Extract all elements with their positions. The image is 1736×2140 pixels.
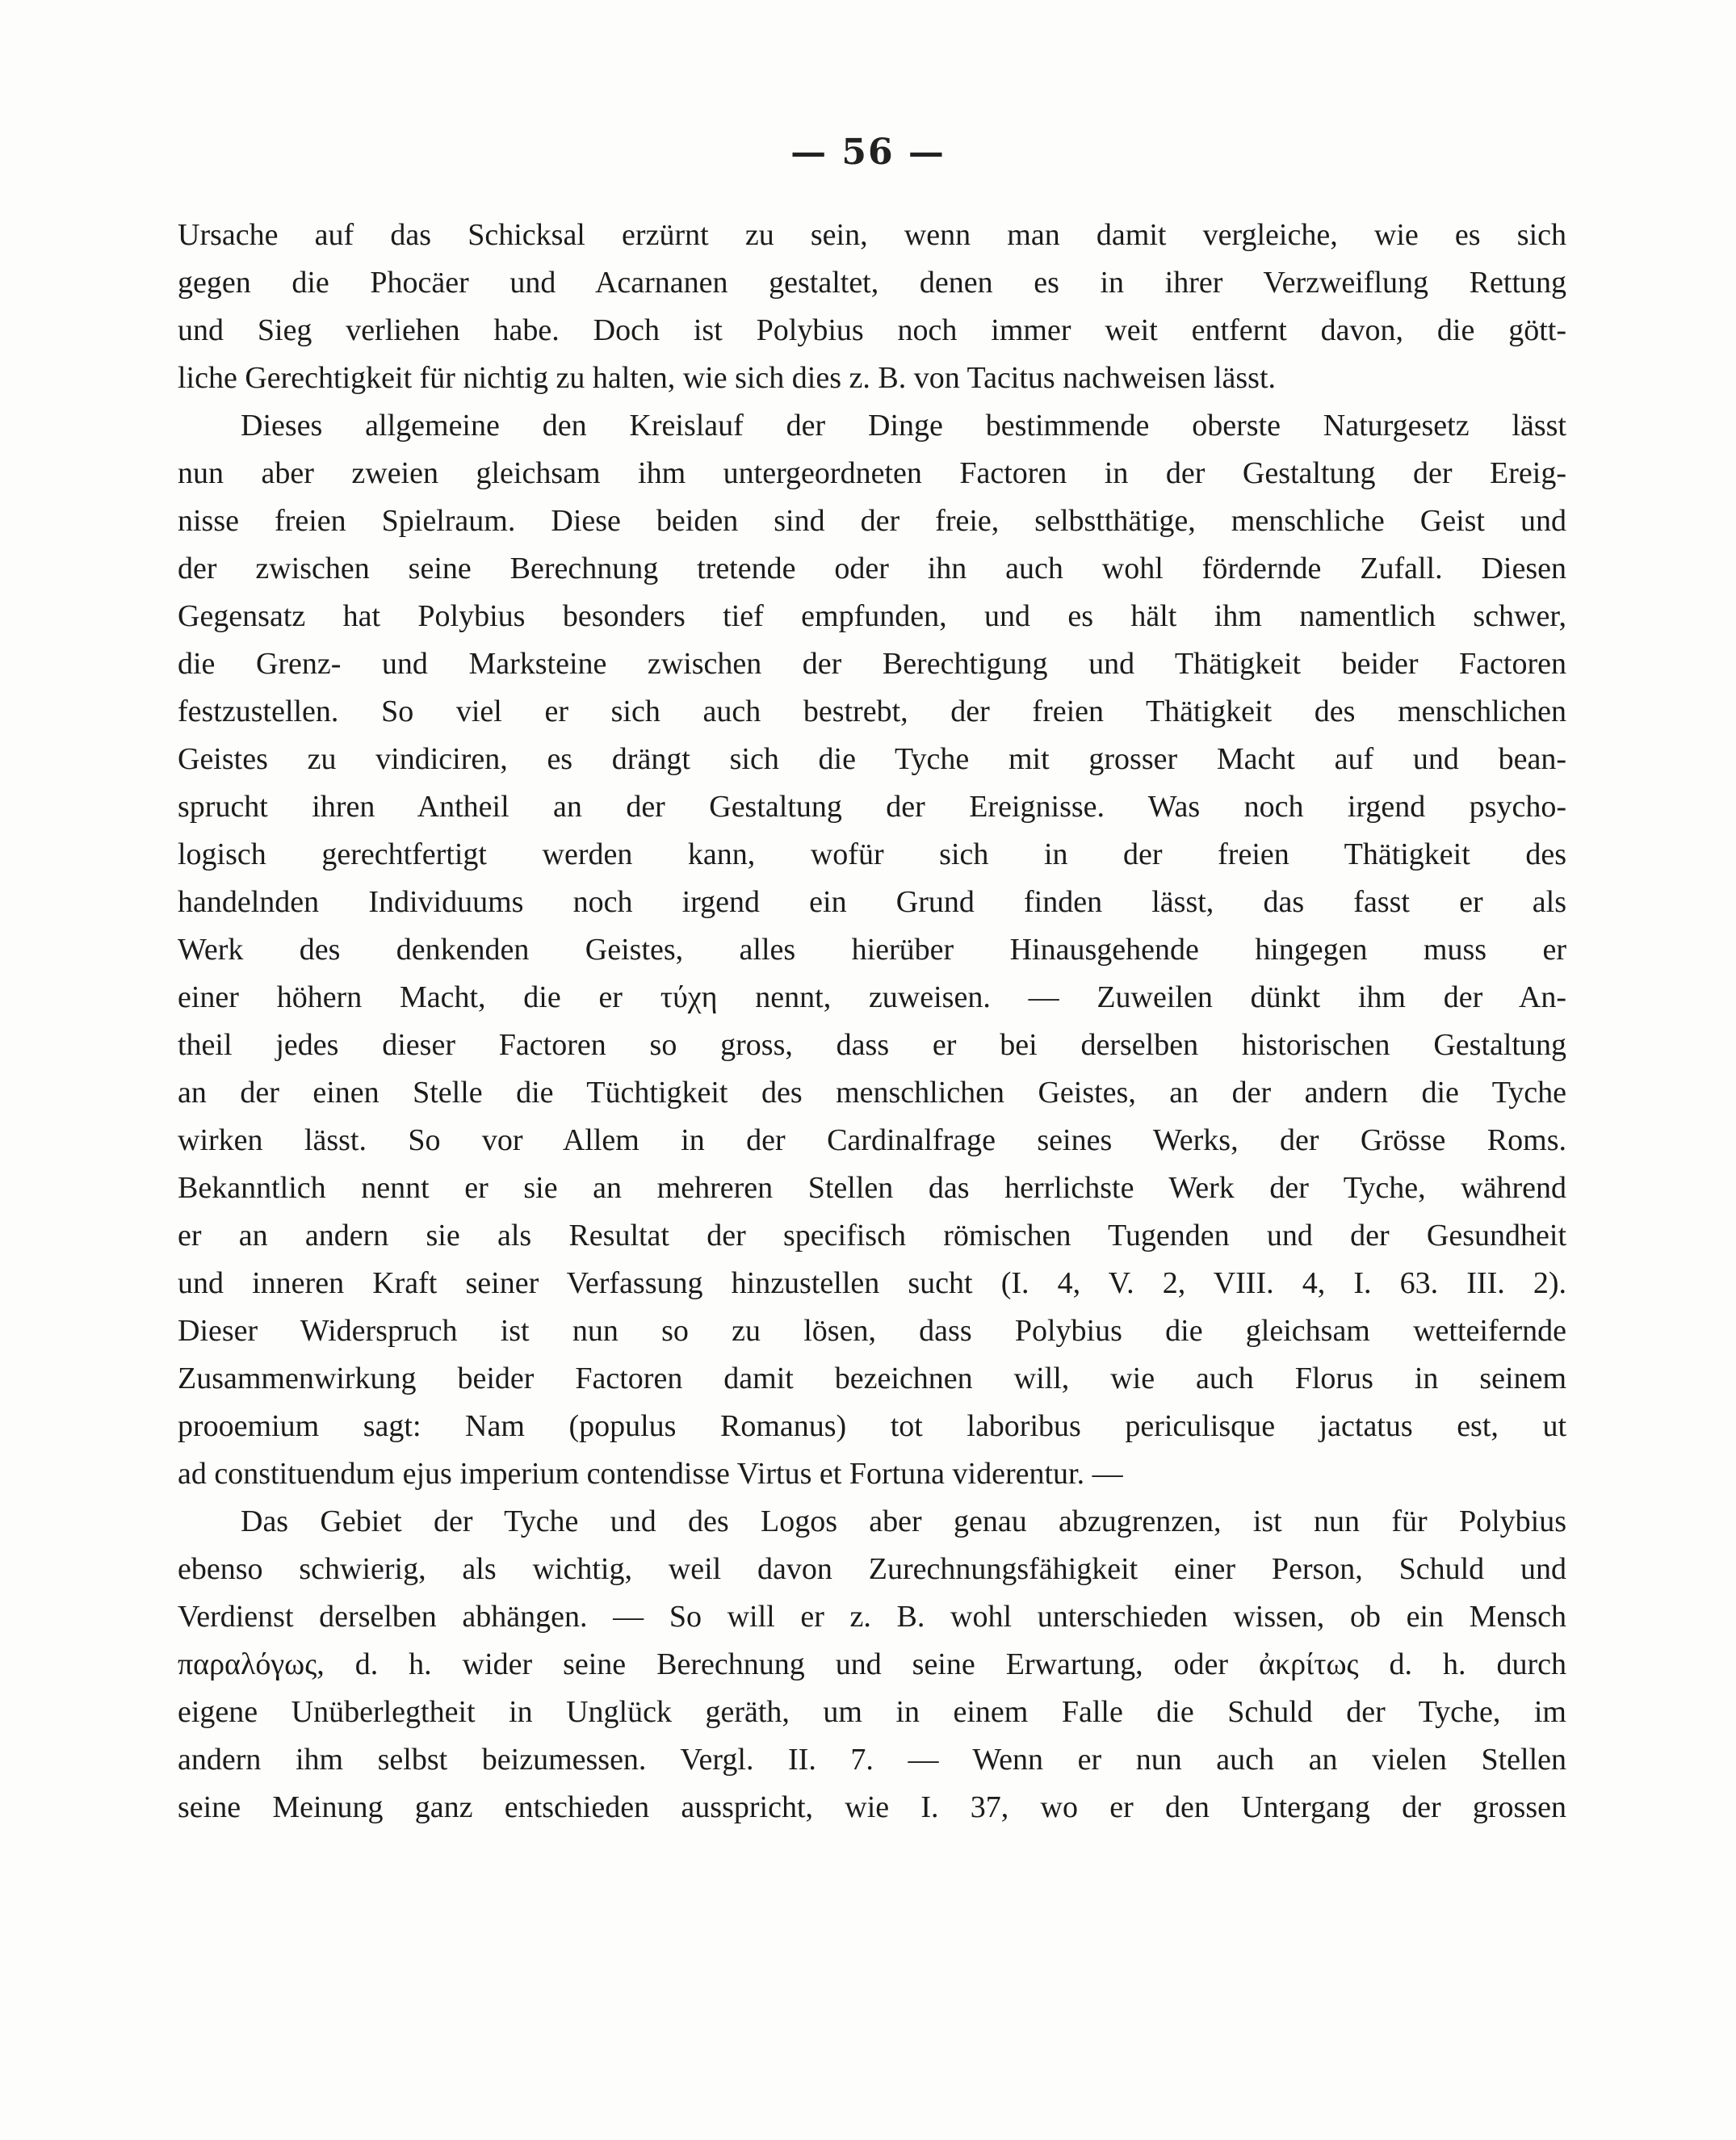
text-line: nisse freien Spielraum. Diese beiden sind der freie, selbstthätige, menschliche Geist und: [178, 504, 1566, 538]
text-line: andern ihm selbst beizumessen. Vergl. II. 7. — Wenn er nun auch an vielen Stellen: [178, 1743, 1566, 1777]
text-line: Dieser Widerspruch ist nun so zu lösen, dass Polybius die gleichsam wetteifernde: [178, 1314, 1566, 1348]
text-line: liche Gerechtigkeit für nichtig zu halten, wie sich dies z. B. von Tacitus nachweisen lässt.: [178, 361, 1277, 395]
text-line: handelnden Individuums noch irgend ein Grund finden lässt, das fasst er als: [178, 885, 1566, 919]
text-line: Geistes zu vindiciren, es drängt sich die Tyche mit grosser Macht auf und bean-: [178, 742, 1566, 776]
text-line: Bekanntlich nennt er sie an mehreren Stellen das herrlichste Werk der Tyche, während: [178, 1171, 1566, 1205]
text-line: Zusammenwirkung beider Factoren damit bezeichnen will, wie auch Florus in seinem: [178, 1362, 1566, 1395]
text-line: prooemium sagt: Nam (populus Romanus) tot laboribus periculisque jactatus est, ut: [178, 1409, 1566, 1443]
text-line: Ursache auf das Schicksal erzürnt zu sein, wenn man damit vergleiche, wie es sich: [178, 218, 1566, 252]
text-line: ebenso schwierig, als wichtig, weil davon Zurechnungsfähigkeit einer Person, Schuld und: [178, 1552, 1566, 1586]
paragraph-start-line: Das Gebiet der Tyche und des Logos aber genau abzugrenzen, ist nun für Polybius: [241, 1504, 1566, 1538]
text-line: und Sieg verliehen habe. Doch ist Polybius noch immer weit entfernt davon, die gött-: [178, 313, 1566, 347]
text-line: sprucht ihren Antheil an der Gestaltung der Ereignisse. Was noch irgend psycho-: [178, 790, 1566, 824]
paragraph-start-line: Dieses allgemeine den Kreislauf der Dinge bestimmende oberste Naturgesetz lässt: [241, 409, 1566, 443]
text-line: nun aber zweien gleichsam ihm untergeordneten Factoren in der Gestaltung der Ereig-: [178, 456, 1566, 490]
text-line: wirken lässt. So vor Allem in der Cardinalfrage seines Werks, der Grösse Roms.: [178, 1123, 1566, 1157]
text-line: die Grenz- und Marksteine zwischen der Berechtigung und Thätigkeit beider Factoren: [178, 647, 1566, 681]
page-number: — 56 —: [790, 132, 946, 173]
text-line: παραλόγως, d. h. wider seine Berechnung und seine Erwartung, oder ἀκρίτως d. h. durch: [178, 1647, 1566, 1681]
text-line: und inneren Kraft seiner Verfassung hinzustellen sucht (I. 4, V. 2, VIII. 4, I. 63. III. 2).: [178, 1266, 1566, 1300]
text-line: Gegensatz hat Polybius besonders tief empfunden, und es hält ihm namentlich schwer,: [178, 599, 1566, 633]
text-line: der zwischen seine Berechnung tretende oder ihn auch wohl fördernde Zufall. Diesen: [178, 552, 1566, 585]
text-line: er an andern sie als Resultat der specifisch römischen Tugenden und der Gesundheit: [178, 1219, 1566, 1253]
text-line: logisch gerechtfertigt werden kann, wofür sich in der freien Thätigkeit des: [178, 837, 1566, 871]
text-line: eigene Unüberlegtheit in Unglück geräth, um in einem Falle die Schuld der Tyche, im: [178, 1695, 1566, 1729]
text-line: gegen die Phocäer und Acarnanen gestaltet, denen es in ihrer Verzweiflung Rettung: [178, 266, 1566, 300]
text-line: festzustellen. So viel er sich auch bestrebt, der freien Thätigkeit des menschlichen: [178, 694, 1566, 728]
text-line: Verdienst derselben abhängen. — So will er z. B. wohl unterschieden wissen, ob ein Mensch: [178, 1600, 1566, 1634]
text-line: ad constituendum ejus imperium contendisse Virtus et Fortuna viderentur. —: [178, 1457, 1123, 1491]
body-text: [178, 212, 1566, 1832]
text-line: seine Meinung ganz entschieden ausspricht, wie I. 37, wo er den Untergang der grossen: [178, 1790, 1566, 1824]
text-line: an der einen Stelle die Tüchtigkeit des menschlichen Geistes, an der andern die Tyche: [178, 1076, 1566, 1110]
text-line: Werk des denkenden Geistes, alles hierüber Hinausgehende hingegen muss er: [178, 933, 1566, 967]
text-line: theil jedes dieser Factoren so gross, dass er bei derselben historischen Gestaltung: [178, 1028, 1566, 1062]
text-line: einer höhern Macht, die er τύχη nennt, zuweisen. — Zuweilen dünkt ihm der An-: [178, 980, 1566, 1014]
